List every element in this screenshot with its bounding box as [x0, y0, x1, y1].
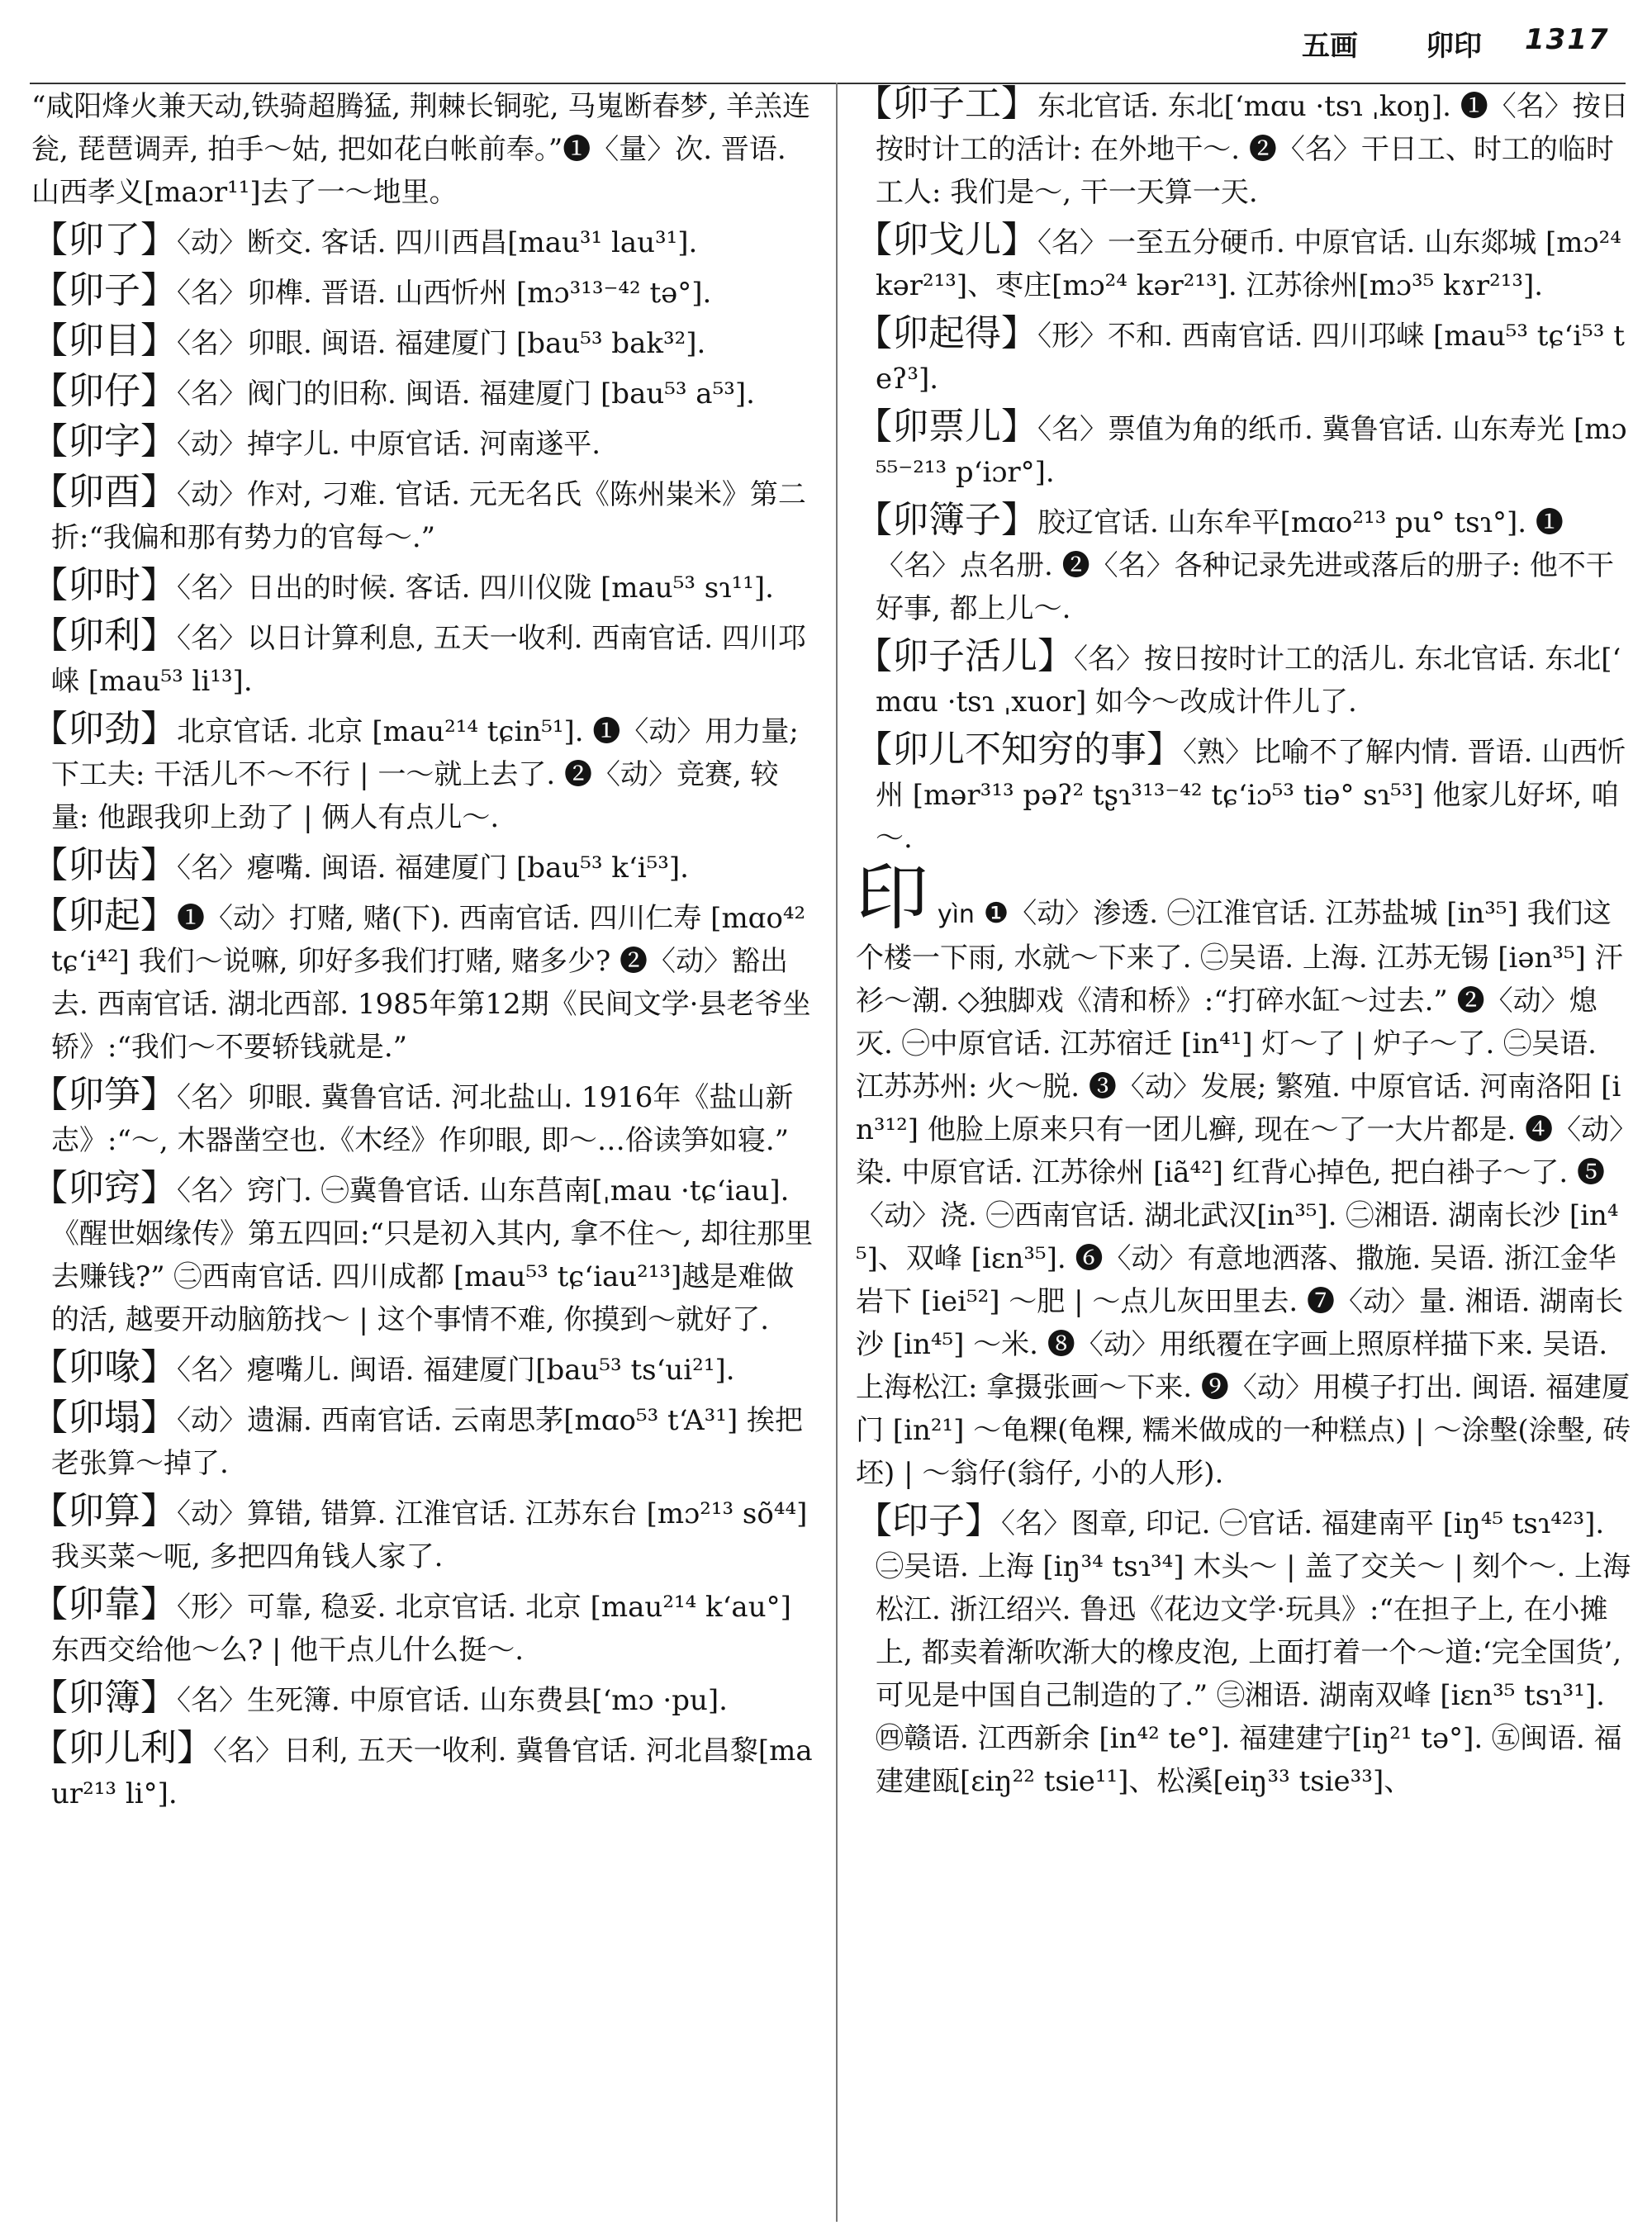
- entry-text: 〈动〉作对, 刁难. 官话. 元无名氏《陈州粜米》第二折:“我偏和那有势力的官每～.”: [51, 478, 806, 554]
- header-characters: 卯印: [1426, 30, 1482, 63]
- entry-headword: 【卯仔】: [31, 370, 177, 412]
- column-divider: [836, 83, 838, 2222]
- entry-headword: 【卯儿利】: [31, 1727, 213, 1769]
- entry-headword: 【卯酉】: [31, 471, 177, 513]
- dictionary-entry: [856, 83, 1632, 214]
- entry-text: 〈动〉遗漏. 西南官话. 云南思茅[mɑo⁵³ tʻA³¹] 挨把老张算～掉了.: [51, 1404, 804, 1480]
- entry-text: 〈名〉票值为角的纸币. 冀鲁官话. 山东寿光 [mɔ⁵⁵⁻²¹³ pʻiɔr°].: [876, 413, 1627, 489]
- dictionary-entry: [31, 83, 816, 214]
- entry-text: 东北官话. 东北[ʻmɑu ·tsɿ ˌkoŋ]. ❶〈名〉按日按时计工的活计: 在外地干～. ❷〈名〉干日工、时工的临时工人: 我们是～, 干一天算一天.: [876, 90, 1629, 209]
- entry-text: 〈名〉卯眼. 冀鲁官话. 河北盐山. 1916年《盐山新志》:“～, 木器凿空也.《木经》作卯眼, 即～…俗读笋如寝.”: [51, 1081, 794, 1157]
- entry-text: 〈名〉日利, 五天一收利. 冀鲁官话. 河北昌黎[maur²¹³ li°].: [51, 1734, 813, 1810]
- entry-text: 〈名〉瘪嘴. 闽语. 福建厦门 [bau⁵³ kʻi⁵³].: [177, 852, 689, 885]
- entry-text: 〈名〉图章, 印记. ㊀官话. 福建南平 [iŋ⁴⁵ tsɿ⁴²³]. ㊁吴语. 上海 [iŋ³⁴ tsɿ³⁴] 木头～ | 盖了交关～ | 刻个～. 上海松江. 浙江绍兴. 鲁迅《花边文学·玩具》:“在担子上, 在小摊上, 都卖着渐吹渐大的橡皮泡, 上面打着一个～道:‘完全国货’, 可见是中国自己制造的了.” ㊂湘语. 湖南双峰 [iɛn³⁵ tsɿ³¹]. ㊃赣语. 江西新余 [in⁴² te°]. 福建建宁[iŋ²¹ tə°]. ㊄闽语. 福建建瓯[ɛiŋ²² tsie¹¹]、松溪[eiŋ³³ tsie³³]、: [876, 1507, 1631, 1798]
- entry-headword: 【印子】: [856, 1500, 1001, 1542]
- dictionary-entry: [31, 269, 816, 315]
- page-header: [1302, 18, 1632, 68]
- dictionary-entry: [31, 1677, 816, 1722]
- entry-text: 〈名〉卯榫. 晋语. 山西忻州 [mɔ³¹³⁻⁴² tə°].: [177, 277, 712, 310]
- entry-headword: 【卯字】: [31, 420, 177, 463]
- dictionary-entry: [31, 471, 816, 559]
- dictionary-entry: [31, 320, 816, 365]
- entry-text: 〈名〉卯眼. 闽语. 福建厦门 [bau⁵³ bak³²].: [177, 327, 706, 360]
- entry-headword: 【卯簿】: [31, 1677, 177, 1719]
- entry-text: 〈熟〉比喻不了解内情. 晋语. 山西忻州 [mər³¹³ pəʔ² tʂɿ³¹³⁻⁴² tɕʻiɔ⁵³ tiə° sɿ⁵³] 他家儿好坏, 咱～.: [876, 736, 1626, 855]
- header-section: 五画: [1302, 30, 1358, 63]
- entry-headword: 【卯了】: [31, 219, 177, 261]
- dictionary-entry: [31, 844, 816, 890]
- entry-text: 〈形〉可靠, 稳妥. 北京官话. 北京 [mau²¹⁴ kʻau°] 东西交给他～么? | 他干点儿什么挺～.: [51, 1591, 791, 1667]
- entry-text: ❶〈动〉渗透. ㊀江淮官话. 江苏盐城 [in³⁵] 我们这个楼一下雨, 水就～下来了. ㊁吴语. 上海. 江苏无锡 [iən³⁵] 汗衫～潮. ◇独脚戏《清和桥》:“打碎水缸～过去.” ❷〈动〉熄灭. ㊀中原官话. 江苏宿迁 [in⁴¹] 灯～了 | 炉子～了. ㊁吴语. 江苏苏州: 火～脱. ❸〈动〉发展; 繁殖. 中原官话. 河南洛阳 [in³¹²] 他脸上原来只有一团儿癣, 现在～了一大片都是. ❹〈动〉染. 中原官话. 江苏徐州 [iã⁴²] 红背心掉色, 把白褂子～了. ❺〈动〉浇. ㊀西南官话. 湖北武汉[in³⁵]. ㊁湘语. 湖南长沙 [in⁴⁵]、双峰 [iɛn³⁵]. ❻〈动〉有意地洒落、撒施. 吴语. 浙江金华岩下 [iei⁵²] ～肥 | ～点儿灰田里去. ❼〈动〉量. 湘语. 湖南长沙 [in⁴⁵] ～米. ❽〈动〉用纸覆在字画上照原样描下来. 吴语. 上海松江: 拿摄张画～下来. ❾〈动〉用模子打出. 闽语. 福建厦门 [in²¹] ～龟粿(龟粿, 糯米做成的一种糕点) | ～涂墼(涂墼, 砖坯) | ～翁仔(翁仔, 小的人形).: [856, 897, 1631, 1490]
- entry-text: 北京官话. 北京 [mau²¹⁴ tɕin⁵¹]. ❶〈动〉用力量; 下工夫: 干活儿不～不行 | 一～就上去了. ❷〈动〉竞赛, 较量: 他跟我卯上劲了 | 俩人有点儿～.: [51, 715, 799, 834]
- entry-text: 〈名〉日出的时候. 客话. 四川仪陇 [mau⁵³ sɿ¹¹].: [177, 572, 774, 605]
- entry-headword: 【卯子活儿】: [856, 635, 1074, 677]
- entry-text: ❶〈动〉打赌, 赌(下). 西南官话. 四川仁寿 [mɑo⁴² tɕʻi⁴²] 我们～说嘛, 卯好多我们打赌, 赌多少? ❷〈动〉豁出去. 西南官话. 湖北西部. 1985年第12期《民间文学·县老爷坐轿》:“我们～不要轿钱就是.”: [51, 902, 811, 1064]
- entry-text: 胶辽官话. 山东牟平[mɑo²¹³ pu° tsɿ°]. ❶〈名〉点名册. ❷〈名〉各种记录先进或落后的册子: 他不干好事, 都上儿～.: [876, 506, 1614, 625]
- entry-headword: 【卯齿】: [31, 844, 177, 886]
- entry-text: 〈动〉掉字儿. 中原官话. 河南遂平.: [177, 428, 601, 461]
- entry-headword: 【卯笋】: [31, 1074, 177, 1116]
- entry-headword: 【卯起】: [31, 894, 177, 937]
- entry-text: 〈名〉窍门. ㊀冀鲁官话. 山东莒南[ˌmau ·tɕʻiau].《醒世姻缘传》第五四回:“只是初入其内, 拿不住～, 却往那里去赚钱?” ㊁西南官话. 四川成都 [mau⁵³ tɕʻiau²¹³]越是难做的活, 越要开动脑筋找～ | 这个事情不难, 你摸到～就好了.: [51, 1174, 814, 1336]
- entry-headword: 【卯劲】: [31, 708, 177, 750]
- dictionary-entry: [31, 708, 816, 839]
- entry-text: 〈动〉算错, 错算. 江淮官话. 江苏东台 [mɔ²¹³ sõ⁴⁴] 我买菜～呃, 多把四角钱人家了.: [51, 1497, 808, 1573]
- entry-headword: 【卯戈儿】: [856, 219, 1037, 261]
- dictionary-entry: [31, 420, 816, 466]
- dictionary-entry: [31, 1583, 816, 1672]
- entry-headword: 【卯算】: [31, 1490, 177, 1532]
- dictionary-entry: [31, 1727, 816, 1815]
- entry-headword: 【卯靠】: [31, 1583, 177, 1625]
- character-headword: 印: [856, 855, 929, 940]
- dictionary-entry: [31, 370, 816, 415]
- entry-text: 〈动〉断交. 客话. 四川西昌[mau³¹ lau³¹].: [177, 226, 698, 259]
- dictionary-entry: [31, 1397, 816, 1485]
- dictionary-entry: [31, 1490, 816, 1578]
- right-column: [856, 83, 1632, 1808]
- entry-headword: 【卯票儿】: [856, 406, 1037, 448]
- entry-text: 〈形〉不和. 西南官话. 四川邛崃 [mau⁵³ tɕʻi⁵³ teʔ³].: [876, 320, 1625, 396]
- dictionary-entry: [856, 1500, 1632, 1803]
- entry-headword: 【卯时】: [31, 564, 177, 606]
- entry-headword: 【卯窍】: [31, 1167, 177, 1209]
- dictionary-entry: [856, 728, 1632, 860]
- entry-headword: 【卯利】: [31, 614, 177, 657]
- dictionary-entry: [856, 312, 1632, 401]
- dictionary-entry: [31, 219, 816, 264]
- dictionary-entry: [31, 1346, 816, 1392]
- pinyin: yìn: [937, 900, 975, 929]
- entry-text: 〈名〉瘪嘴儿. 闽语. 福建厦门[bau⁵³ tsʻui²¹].: [177, 1354, 735, 1387]
- page-number: 1317: [1525, 23, 1610, 56]
- character-entry: [856, 855, 1632, 1495]
- entry-headword: 【卯喙】: [31, 1346, 177, 1388]
- dictionary-entry: [31, 614, 816, 703]
- dictionary-entry: [856, 499, 1632, 630]
- dictionary-entry: [31, 564, 816, 610]
- dictionary-entry: [31, 1074, 816, 1162]
- entry-headword: 【卯目】: [31, 320, 177, 362]
- entry-headword: 【卯塌】: [31, 1397, 177, 1439]
- dictionary-entry: [856, 635, 1632, 724]
- entry-text: 〈名〉以日计算利息, 五天一收利. 西南官话. 四川邛崃 [mau⁵³ li¹³].: [51, 622, 806, 698]
- left-column: [31, 83, 816, 1820]
- entry-text: 〈名〉一至五分硬币. 中原官话. 山东郯城 [mɔ²⁴ kər²¹³]、枣庄[mɔ²⁴ kər²¹³]. 江苏徐州[mɔ³⁵ kɤr²¹³].: [876, 226, 1621, 302]
- entry-text: “咸阳烽火兼天动,铁骑超腾猛, 荆棘长铜驼, 马嵬断春梦, 羊羔连瓮, 琵琶调弄, 拍手～姑, 把如花白帐前奉。”❶〈量〉次. 晋语. 山西孝义[maɔr¹¹]去了一～地里。: [31, 90, 811, 209]
- dictionary-entry: [31, 1167, 816, 1341]
- entry-text: 〈名〉生死簿. 中原官话. 山东费县[ʻmɔ ·pu].: [177, 1684, 728, 1717]
- dictionary-entry: [856, 406, 1632, 494]
- entry-headword: 【卯簿子】: [856, 499, 1037, 541]
- entry-headword: 【卯子】: [31, 269, 177, 311]
- entry-text: 〈名〉按日按时计工的活儿. 东北官话. 东北[ʻmɑu ·tsɿ ˌxuor] 如今～改成计件儿了.: [876, 643, 1621, 719]
- entry-headword: 【卯子工】: [856, 83, 1037, 125]
- entry-headword: 【卯起得】: [856, 312, 1037, 354]
- dictionary-entry: [856, 219, 1632, 307]
- entry-text: 〈名〉阀门的旧称. 闽语. 福建厦门 [bau⁵³ a⁵³].: [177, 377, 755, 410]
- dictionary-entry: [31, 894, 816, 1069]
- entry-headword: 【卯儿不知穷的事】: [856, 728, 1183, 771]
